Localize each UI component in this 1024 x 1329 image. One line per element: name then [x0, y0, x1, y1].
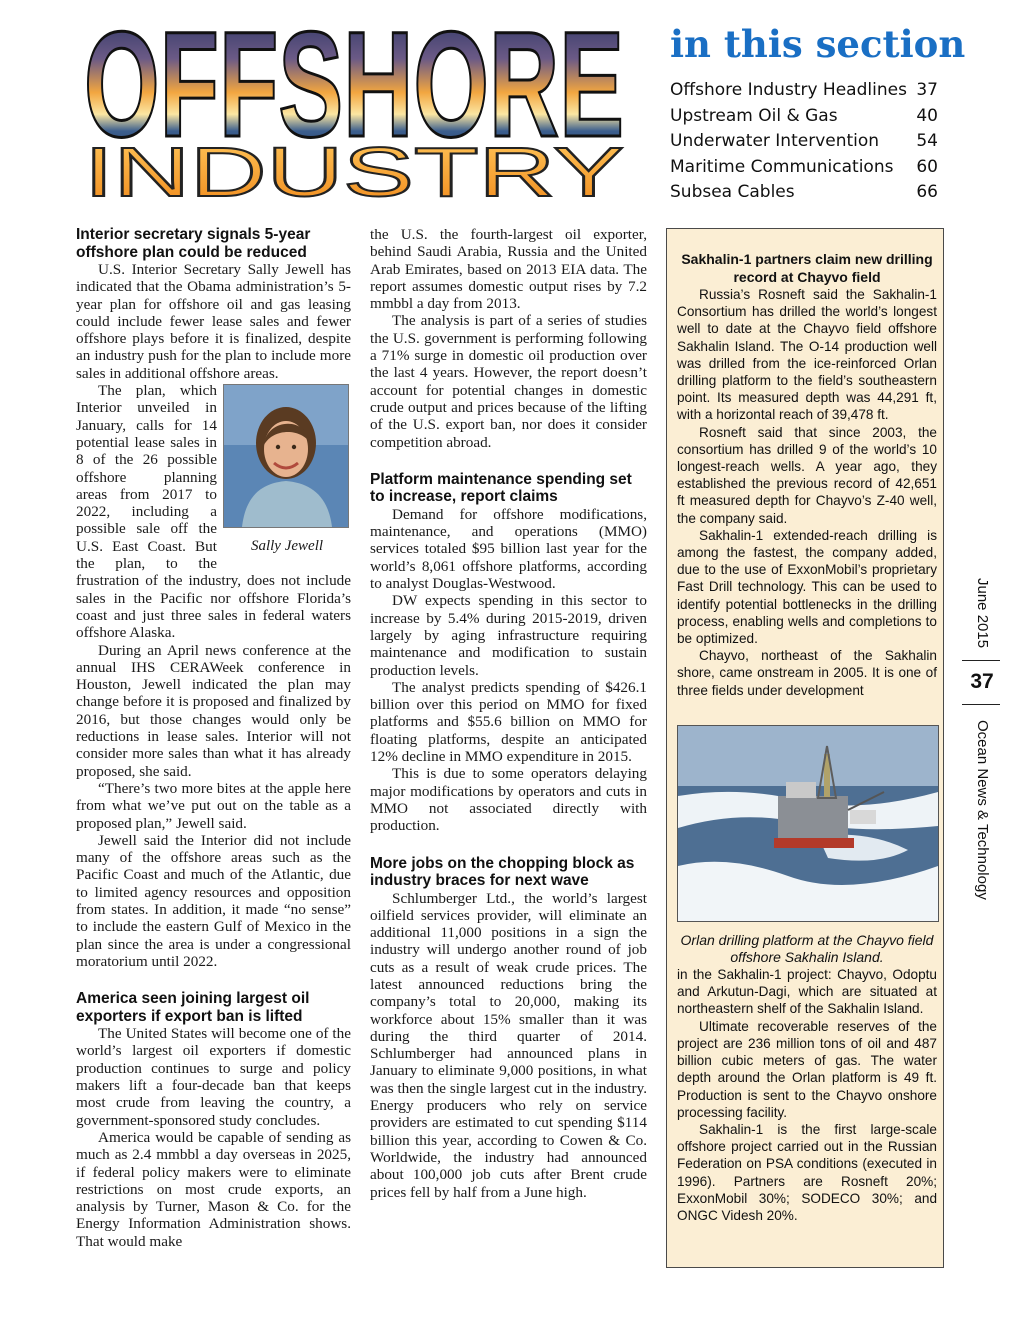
sidebar-headline: Sakhalin-1 partners claim new drilling record at Chayvo field — [681, 251, 933, 285]
article-2-paragraph: America would be capable of sending as much as 2.4 mmbbl a day overseas in 2025, if federal policy makers were to eliminate restrictions on most crude exports, an analysis by Turner, Mason & Co. for the Energy Information Administration shows. That would make — [76, 1128, 351, 1250]
column-2 — [370, 226, 647, 1201]
toc-item-upstream[interactable]: Upstream Oil & Gas 40 — [670, 105, 938, 126]
folio-divider — [962, 660, 1000, 661]
article-1-paragraph: Jewell said the Interior did not include many of the offshore areas such as the Pacific Coast and much of the Atlantic, due to limited agency resources and opposition from states. In addition, it made “no sense” to include the eastern Gulf of Mexico in the plan since the area is under a congressional moratorium until 2022. — [76, 831, 351, 970]
sidebar-paragraph: Sakhalin-1 is the first large-scale offshore project carried out in the Russian Federation on PSA conditions (executed in 1996). Partners are Rosneft 20%; ExxonMobil 30%; SODECO 30%; and ONGC Videsh 20%. — [677, 1121, 937, 1223]
sidebar-paragraph: Russia’s Rosneft said the Sakhalin-1 Consortium has drilled the world’s longest well to date at the Chayvo field offshore Sakhalin Island. The O-14 production well was drilled from the ice-reinforced Orlan drilling platform to the field’s southeastern point. Its measured depth was 44,291 ft, with a horizontal reach of 39,478 ft. — [677, 287, 937, 423]
sakhalin-sidebar — [666, 228, 944, 1268]
toc-item-headlines[interactable]: Offshore Industry Headlines 37 — [670, 80, 938, 100]
page-number: 37 — [970, 670, 994, 693]
article-2-paragraph: The United States will become one of the world’s largest oil exporters if domestic production continues to surge and policy makers lift a four-decade ban that keeps most crude from leaving the country, a government-sponsored study concludes. — [76, 1025, 351, 1129]
article-3-paragraph: DW expects spending in this sector to increase by 5.4% during 2015-2019, driven largely by aging infrastructure requiring maintenance and modification to sustain production levels. — [370, 592, 647, 679]
sidebar-content — [677, 251, 937, 1224]
toc-item-maritime[interactable]: Maritime Communications 60 — [670, 156, 938, 177]
publication-name: Ocean News & Technology — [974, 720, 991, 900]
sidebar-continuation: in the Sakhalin-1 project: Chayvo, Odoptu and Arkutun-Dagi, which are situated at northeastern shelf of the Sakhalin Island. — [677, 967, 937, 1017]
masthead-offshore: OFFSHORE — [84, 24, 624, 168]
sidebar-paragraph: Rosneft said that since 2003, the consortium has drilled 9 of the world’s 10 longest-reach wells. A year ago, they established the previous record of 42,651 ft measured depth for Chayvo’s Z-40 well, the company said. — [677, 424, 937, 526]
sidebar-paragraph: Chayvo, northeast of the Sakhalin shore, came onstream in 2005. It is one of three fields under development — [677, 648, 937, 698]
in-this-section — [670, 22, 970, 206]
masthead-industry: INDUSTRY — [84, 133, 624, 204]
article-2-continuation: the U.S. the fourth-largest oil exporter, behind Saudi Arabia, Russia and the United Arab Emirates, based on 2013 EIA data. The report assumes domestic output rises by 7.2 mmbbl a day from 2013. — [370, 226, 647, 313]
article-1-paragraph: The plan, which Interior unveiled in January, calls for 14 potential lease sales in 8 of the 26 possible offshore planning areas from 2017 to 2022, including a possible sale off the U.S. East Coast. But the plan, to the frustration of the industry, does not include sales in the Pacific nor offshore Florida’s coast and just three sales in federal waters offshore Alaska. — [76, 382, 351, 642]
offshore-industry-masthead — [82, 24, 627, 204]
article-3-headline: Platform maintenance spending set to increase, report claims — [370, 470, 632, 506]
column-1 — [76, 226, 351, 1250]
page-folio — [952, 560, 1012, 920]
article-1-paragraph: During an April news conference at the annual IHS CERAWeek conference in Houston, Jewell indicated the plan may change before it is proposed and finalized by 2016, but those changes would only be reductions in lease sales. Interior will not consider more sales than what it has already proposed, she said. — [76, 641, 351, 780]
article-4-headline: More jobs on the chopping block as industry braces for next wave — [370, 854, 635, 889]
article-1-paragraph: “There’s two more bites at the apple here from what we’ve put out on the table as a proposed plan,” Jewell said. — [76, 779, 351, 832]
sidebar-paragraph: Sakhalin-1 extended-reach drilling is among the fastest, the company added, due to the use of ExxonMobil’s proprietary Fast Drill technology. This can be used to identify potential bottlenecks in the drilling process, enabling wells and completions to be optimized. — [677, 527, 937, 647]
rig-photo-caption: Orlan drilling platform at the Chayvo field offshore Sakhalin Island. — [680, 932, 934, 966]
article-2-headline: America seen joining largest oil exporters if export ban is lifted — [76, 990, 310, 1025]
toc-item-underwater[interactable]: Underwater Intervention 54 — [670, 131, 938, 151]
article-3-paragraph: Demand for offshore modifications, maintenance, and operations (MMO) services totaled $95 billion last year for the world’s 8,061 offshore platforms, according to analyst Douglas-Westwood. — [370, 505, 647, 593]
orlan-platform-photo — [677, 725, 939, 922]
article-2-paragraph: The analysis is part of a series of studies the U.S. government is performing following a 71% surge in domestic oil production over the last 4 years. However, the report doesn’t account for potential changes in domestic crude output and prices because of the lifting of the U.S. export ban, nor does it consider competition abroad. — [370, 312, 647, 451]
issue-date: June 2015 — [974, 578, 991, 649]
folio-divider — [962, 704, 1000, 705]
jewell-photo-block — [223, 384, 351, 556]
toc-item-subsea[interactable]: Subsea Cables 66 — [670, 182, 938, 202]
article-3-paragraph: The analyst predicts spending of $426.1 billion over this period on MMO for fixed platforms and $55.6 billion on MMO for floating platforms, despite an anticipated 12% decline in MMO expenditure in 2015. — [370, 678, 647, 766]
sidebar-paragraph: Ultimate recoverable reserves of the project are 236 million tons of oil and 487 billion cubic meters of gas. The water depth around the Orlan platform is 49 ft. Production is sent to the Chayvo onshore processing facility. — [677, 1018, 937, 1120]
article-4-paragraph: Schlumberger Ltd., the world’s largest oilfield services provider, will eliminate an additional 11,000 positions in a sign the industry will undergo another round of job cuts as a result of weak crude prices. The latest announced reductions bring the company’s total to 20,000, making its workforce about 15% smaller than it was during the third quarter of 2014. Schlumberger had announced plans in January to eliminate 9,000 positions, in what was then the single largest cut in the industry. Energy producers who rely on service providers are estimated to cut spending $114 billion this year, according to Cowen & Co. Worldwide, the industry had announced about 100,000 job cuts after Brent crude prices fell by half from a June high. — [370, 889, 647, 1201]
photo-caption: Sally Jewell — [250, 538, 324, 555]
article-1-headline: Interior secretary signals 5-year offshore plan could be reduced — [76, 226, 311, 261]
toc-title: in this section — [670, 22, 966, 66]
sally-jewell-photo — [223, 384, 349, 528]
article-1-paragraph: U.S. Interior Secretary Sally Jewell has indicated that the Obama administration’s 5-year plan for offshore oil and gas leasing could include fewer lease sales and fewer offshore plays before it is finalized, despite an industry push for the plan to include more sales in additional offshore areas. — [76, 261, 351, 382]
article-3-paragraph: This is due to some operators delaying major modifications by operators and cuts in MMO not associated directly with production. — [370, 765, 647, 835]
